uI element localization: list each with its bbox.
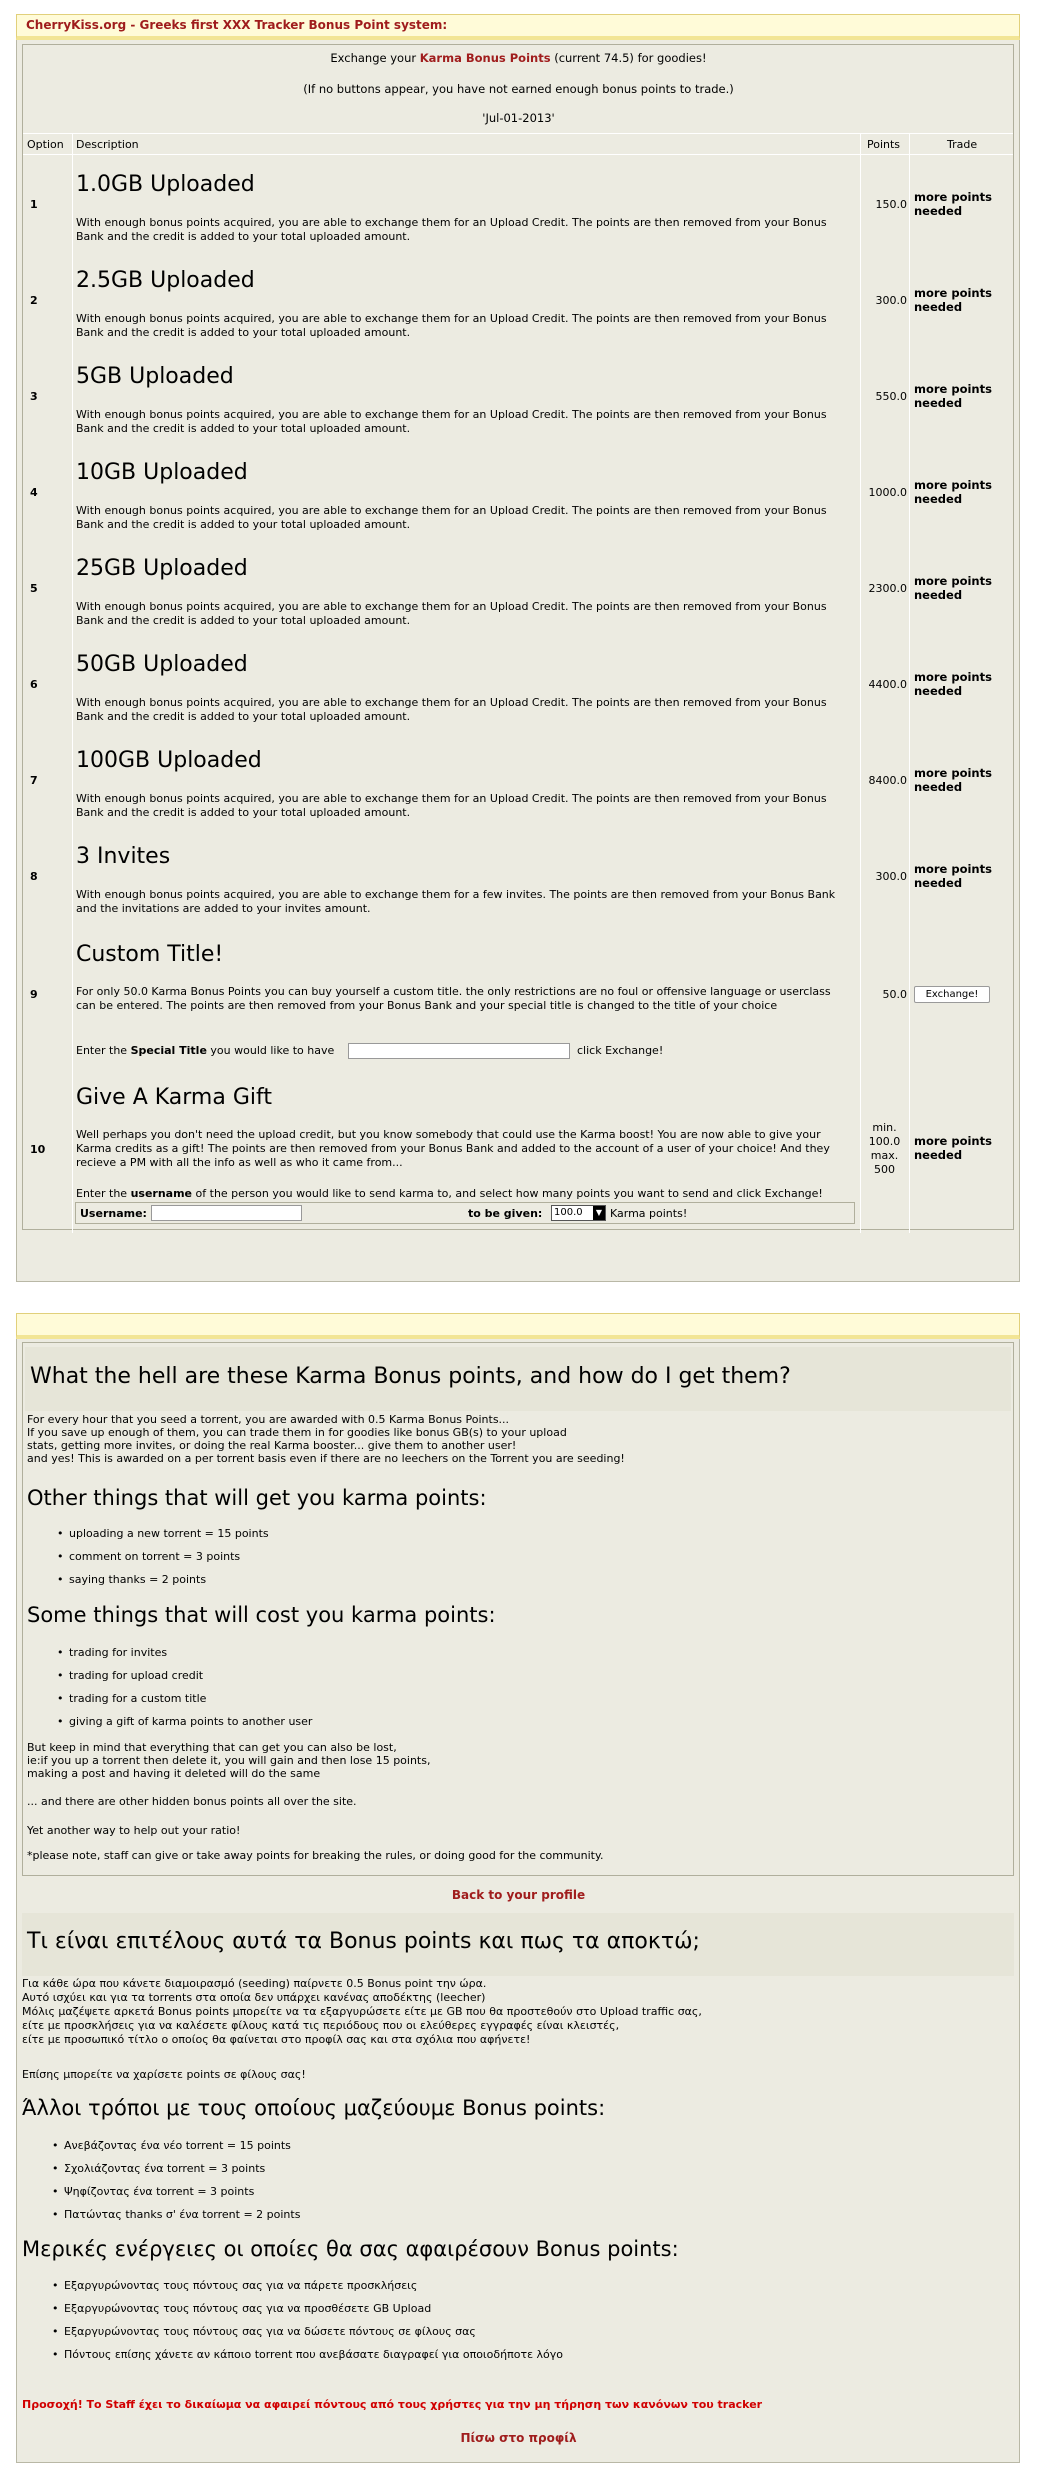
- points-max-label: max.: [870, 1149, 899, 1162]
- points-max-value: 500: [874, 1163, 895, 1176]
- paragraph-line: If you save up enough of them, you can trade them in for goodies like bonus GB(s) to your upload: [27, 1426, 567, 1439]
- list-item: • Πόντους επίσης χάνετε αν κάποιο torrent που ανεβάσατε διαγραφεί για οποιοδήποτε λόγο: [22, 2348, 563, 2361]
- list-item: • trading for upload credit: [27, 1669, 203, 1682]
- option-points: 8400.0: [868, 774, 907, 787]
- column-header-row: [23, 133, 1013, 155]
- list-item: • comment on torrent = 3 points: [27, 1550, 240, 1563]
- paragraph-line: είτε με προσωπικό τίτλο ο οποίος θα φαίνεται στο προφίλ σας και στα σχόλια που αφήνετε!: [22, 2033, 531, 2046]
- greek-warning: Προσοχή! Το Staff έχει το δικαίωμα να αφαιρεί πόντους από τους χρήστες για την μη τήρηση των κανόνων του tracker: [22, 2398, 763, 2411]
- divider-points: [860, 133, 861, 1233]
- trade-status: more points needed: [914, 190, 992, 218]
- points-select[interactable]: [551, 1205, 606, 1221]
- list-item: • Εξαργυρώνοντας τους πόντους σας για να πάρετε προσκλήσεις: [22, 2279, 417, 2292]
- paragraph-line: ie:if you up a torrent then delete it, you will gain and then lose 15 points,: [27, 1754, 431, 1767]
- date-label: 'Jul-01-2013': [482, 111, 555, 125]
- paragraph-line: For every hour that you seed a torrent, you are awarded with 0.5 Karma Bonus Points...: [27, 1413, 510, 1426]
- trade-status: more points needed: [914, 574, 992, 602]
- option-number: 6: [30, 678, 38, 691]
- col-trade: Trade: [947, 138, 978, 151]
- option-number: 4: [30, 486, 38, 499]
- list-item: • Ψηφίζοντας ένα torrent = 3 points: [22, 2185, 254, 2198]
- option-number: 8: [30, 870, 38, 883]
- option-description: With enough bonus points acquired, you are able to exchange them for an Upload Credit. The points are then removed from your Bonus Bank and the credit is added to your total uploaded amount.: [76, 600, 827, 627]
- username-input[interactable]: [151, 1205, 302, 1221]
- hidden-points: ... and there are other hidden bonus points all over the site.: [27, 1795, 357, 1808]
- gift-points: [862, 1121, 907, 1177]
- paragraph-line: making a post and having it deleted will do the same: [27, 1767, 321, 1780]
- paragraph-line: Αυτό ισχύει και για τα torrents στα οποία δεν υπάρχει κανένας αποδέκτης (leecher): [22, 1991, 486, 2004]
- exchange-button[interactable]: Exchange!: [914, 986, 990, 1003]
- option-title: Give A Karma Gift: [76, 1085, 272, 1110]
- intro-note: (If no buttons appear, you have not earned enough bonus points to trade.): [303, 82, 734, 96]
- greek-cost-heading: Μερικές ενέργειες οι οποίες θα σας αφαιρέσουν Bonus points:: [22, 2237, 679, 2261]
- list-item: • Εξαργυρώνοντας τους πόντους σας για να δώσετε πόντους σε φίλους σας: [22, 2325, 476, 2338]
- divider-trade: [909, 133, 910, 1233]
- option-points: 2300.0: [868, 582, 907, 595]
- help-header: [16, 1313, 1020, 1339]
- trade-status: more points needed: [914, 382, 992, 410]
- enter-post: you would like to have: [210, 1044, 335, 1057]
- option-number: 5: [30, 582, 38, 595]
- enter-bold: username: [130, 1187, 193, 1200]
- option-description: With enough bonus points acquired, you are able to exchange them for an Upload Credit. The points are then removed from your Bonus Bank and the credit is added to your total uploaded amount.: [76, 792, 827, 819]
- paragraph-line: and yes! This is awarded on a per torrent basis even if there are no leechers on the Torrent you are seeding!: [27, 1452, 625, 1465]
- divider-desc: [72, 133, 73, 1233]
- trade-status: more points needed: [914, 670, 992, 698]
- option-number: 2: [30, 294, 38, 307]
- option-description: With enough bonus points acquired, you are able to exchange them for an Upload Credit. The points are then removed from your Bonus Bank and the credit is added to your total uploaded amount.: [76, 312, 827, 339]
- list-item: • Εξαργυρώνοντας τους πόντους σας για να προσθέσετε GB Upload: [22, 2302, 431, 2315]
- custom-title-input[interactable]: [348, 1043, 570, 1059]
- trade-status: more points needed: [914, 862, 992, 890]
- trade-status: more points needed: [914, 286, 992, 314]
- gift-username-hint: [76, 1187, 876, 1201]
- option-description: Well perhaps you don't need the upload credit, but you know somebody that could use the Karma boost! You are now able to give your Karma credits as a gift! The points are then removed from your Bonus Bank and added to the account of a user of your choice! And they recieve a PM with all the info as well as who it came from...: [76, 1128, 830, 1169]
- option-description: With enough bonus points acquired, you are able to exchange them for an Upload Credit. The points are then removed from your Bonus Bank and the credit is added to your total uploaded amount.: [76, 504, 827, 531]
- list-item: • Ανεβάζοντας ένα νέο torrent = 15 points: [22, 2139, 291, 2152]
- option-points: 550.0: [875, 390, 907, 403]
- option-number: 1: [30, 198, 38, 211]
- staff-note: *please note, staff can give or take away points for breaking the rules, or doing good for the community.: [27, 1849, 604, 1862]
- enter-pre: Enter the: [76, 1187, 128, 1200]
- col-option: Option: [27, 138, 64, 151]
- option-title: 3 Invites: [76, 844, 171, 869]
- list-item: • trading for invites: [27, 1646, 167, 1659]
- option-points: 1000.0: [868, 486, 907, 499]
- option-title: 2.5GB Uploaded: [76, 268, 255, 293]
- intro-line: [0, 51, 1037, 65]
- points-select-value: 100.0: [554, 1207, 583, 1218]
- option-description: For only 50.0 Karma Bonus Points you can buy yourself a custom title. the only restrictions are no foul or offensive language or userclass can be entered. The points are then removed from your Bonus Bank and your special title is changed to the title of your choice: [76, 985, 831, 1012]
- list-item: • uploading a new torrent = 15 points: [27, 1527, 269, 1540]
- karma-bonus-points-link[interactable]: Karma Bonus Points: [419, 51, 551, 65]
- paragraph-line: But keep in mind that everything that can get you can also be lost,: [27, 1741, 397, 1754]
- option-number: 9: [30, 988, 38, 1001]
- list-item: • Πατώντας thanks σ' ένα torrent = 2 points: [22, 2208, 300, 2221]
- col-description: Description: [76, 138, 139, 151]
- option-number: 10: [30, 1143, 46, 1156]
- option-title: 5GB Uploaded: [76, 364, 234, 389]
- back-to-profile-link[interactable]: Back to your profile: [451, 1888, 586, 1902]
- enter-post: of the person you would like to send karma to, and select how many points you want to send and click Exchange!: [195, 1187, 823, 1200]
- cost-heading: Some things that will cost you karma points:: [27, 1603, 496, 1627]
- greek-heading: Τι είναι επιτέλους αυτά τα Bonus points και πως τα αποκτώ;: [27, 1929, 700, 1954]
- username-label: Username:: [80, 1207, 147, 1220]
- option-points: 300.0: [875, 294, 907, 307]
- greek-back-link[interactable]: Πίσω στο προφίλ: [460, 2431, 577, 2445]
- option-description: With enough bonus points acquired, you are able to exchange them for an Upload Credit. The points are then removed from your Bonus Bank and the credit is added to your total uploaded amount.: [76, 696, 827, 723]
- given-suffix: Karma points!: [610, 1207, 688, 1220]
- list-item: • trading for a custom title: [27, 1692, 206, 1705]
- custom-title-hint: click Exchange!: [577, 1044, 664, 1057]
- english-heading: What the hell are these Karma Bonus points, and how do I get them?: [30, 1364, 791, 1389]
- option-title: 1.0GB Uploaded: [76, 172, 255, 197]
- option-description: With enough bonus points acquired, you are able to exchange them for an Upload Credit. The points are then removed from your Bonus Bank and the credit is added to your total uploaded amount.: [76, 216, 827, 243]
- other-heading: Other things that will get you karma points:: [27, 1486, 487, 1510]
- given-label: to be given:: [468, 1207, 543, 1220]
- enter-pre: Enter the: [76, 1044, 128, 1057]
- trade-status: more points needed: [914, 766, 992, 794]
- greek-other-heading: Άλλοι τρόποι με τους οποίους μαζεύουμε Bonus points:: [22, 2096, 606, 2120]
- option-points: 300.0: [875, 870, 907, 883]
- option-title: 100GB Uploaded: [76, 748, 262, 773]
- option-points: 50.0: [882, 988, 907, 1001]
- paragraph-line: Για κάθε ώρα που κάνετε διαμοιρασμό (seeding) παίρνετε 0.5 Bonus point την ώρα.: [22, 1977, 487, 1990]
- paragraph-line: Μόλις μαζέψετε αρκετά Bonus points μπορείτε να τα εξαργυρώσετε είτε με GB που θα προστεθούν στο Upload traffic σας,: [22, 2005, 702, 2018]
- paragraph-line: stats, getting more invites, or doing the real Karma booster... give them to another user!: [27, 1439, 517, 1452]
- option-number: 7: [30, 774, 38, 787]
- option-title: 25GB Uploaded: [76, 556, 248, 581]
- panel-header: CherryKiss.org - Greeks first XXX Tracker Bonus Point system:: [16, 14, 1020, 40]
- intro-pre: Exchange your: [330, 51, 417, 65]
- list-item: • Σχολιάζοντας ένα torrent = 3 points: [22, 2162, 265, 2175]
- option-points: 4400.0: [868, 678, 907, 691]
- paragraph-line: είτε με προσκλήσεις για να καλέσετε φίλους κατά τις περιόδους που οι ελεύθερες εγγραφές είναι κλειστές,: [22, 2019, 620, 2032]
- list-item: • saying thanks = 2 points: [27, 1573, 206, 1586]
- greek-gift-line: Επίσης μπορείτε να χαρίσετε points σε φίλους σας!: [22, 2068, 306, 2081]
- intro-post: (current 74.5) for goodies!: [554, 51, 707, 65]
- enter-bold: Special Title: [130, 1044, 207, 1057]
- option-title: 10GB Uploaded: [76, 460, 248, 485]
- points-min-label: min.: [872, 1121, 897, 1134]
- col-points: Points: [867, 138, 901, 151]
- help-ratio: Yet another way to help out your ratio!: [27, 1824, 241, 1837]
- list-item: • giving a gift of karma points to another user: [27, 1715, 312, 1728]
- option-points: 150.0: [875, 198, 907, 211]
- option-title: 50GB Uploaded: [76, 652, 248, 677]
- chevron-down-icon: ▼: [593, 1206, 605, 1220]
- points-min-value: 100.0: [868, 1135, 901, 1148]
- option-description: With enough bonus points acquired, you are able to exchange them for an Upload Credit. The points are then removed from your Bonus Bank and the credit is added to your total uploaded amount.: [76, 408, 827, 435]
- trade-status: more points needed: [914, 1134, 992, 1162]
- option-number: 3: [30, 390, 38, 403]
- option-title: Custom Title!: [76, 942, 224, 967]
- option-description: With enough bonus points acquired, you are able to exchange them for a few invites. The points are then removed from your Bonus Bank and the invitations are added to your invites amount.: [76, 888, 836, 915]
- trade-status: more points needed: [914, 478, 992, 506]
